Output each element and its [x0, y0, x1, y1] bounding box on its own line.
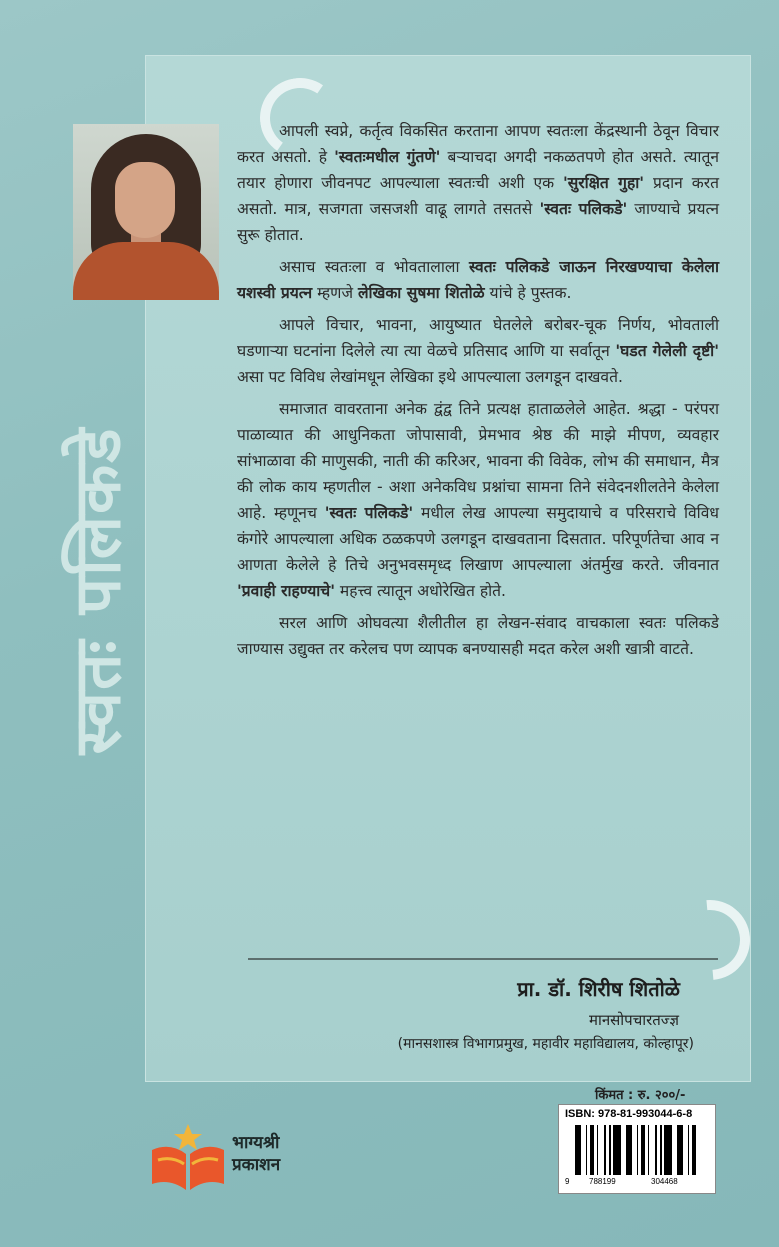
emphasis-text: 'सुरक्षित गुहा'	[562, 174, 645, 192]
emphasis-text: 'प्रवाही राहण्याचे'	[237, 582, 335, 600]
body-text: सरल आणि ओघवत्या शैलीतील हा लेखन-संवाद वाचकाला स्वतः पलिकडे जाण्यास उद्युक्त तर करेलच पण व्यापक बनण्यासही मदत करेल अशी खात्री वाटते.	[237, 614, 719, 658]
blurb-paragraph	[237, 610, 719, 662]
body-text: आपली स्वप्ने, कर्तृत्व विकसित करताना आपण स्वतःला केंद्रस्थानी ठेवून विचार करत असतो. हे	[237, 122, 719, 166]
barcode-digit-lead: 9	[565, 1177, 570, 1186]
barcode-digits-right: 304468	[651, 1177, 678, 1186]
body-text: प्रदान करत असतो. मात्र, सजगता जसजशी वाढू लागते तसतसे	[237, 174, 719, 218]
barcode-digits-left: 788199	[589, 1177, 616, 1186]
body-text: आपले विचार, भावना, आयुष्यात घेतलेले बरोबर-चूक निर्णय, भोवताली घडणाऱ्या घटनांना दिलेले त्या त्या वेळचे प्रतिसाद आणि या सर्वातून	[237, 316, 719, 360]
book-title-vertical	[40, 380, 150, 800]
price-label: किंमत : रु. २००/-	[595, 1088, 686, 1103]
author-role: मानसोपचारतज्ज्ञ	[588, 1011, 679, 1029]
author-department: (मानसशास्त्र विभागप्रमुख, महावीर महाविद्यालय, कोल्हापूर)	[397, 1036, 694, 1052]
author-name: प्रा. डॉ. शिरीष शितोळे	[517, 977, 680, 1001]
body-text: असा पट विविध लेखांमधून लेखिका इथे आपल्याला उलगडून दाखवते.	[237, 368, 623, 386]
emphasis-text: 'स्वतः पलिकडे'	[324, 504, 414, 522]
barcode	[558, 1104, 716, 1194]
body-text: यांचे हे पुस्तक.	[484, 284, 572, 302]
publisher-logo-icon	[148, 1120, 228, 1192]
author-photo	[73, 124, 219, 300]
divider	[248, 958, 718, 960]
emphasis-text: 'स्वतःमधील गुंतणे'	[334, 148, 441, 166]
blurb-text	[237, 118, 719, 668]
blurb-paragraph	[237, 254, 719, 306]
emphasis-text: 'स्वतः पलिकडे'	[539, 200, 628, 218]
barcode-bars	[575, 1125, 701, 1175]
emphasis-text: 'घडत गेलेली दृष्टी'	[615, 342, 719, 360]
publisher-name-line1: भाग्यश्री	[232, 1133, 280, 1153]
body-text: बऱ्याचदा अगदी नकळतपणे होत असते. त्यातून तयार होणारा जीवनपट आपल्याला स्वतःची अशी एक	[237, 148, 719, 192]
blurb-paragraph	[237, 396, 719, 604]
blurb-paragraph	[237, 118, 719, 248]
isbn-text: ISBN: 978-81-993044-6-8	[565, 1108, 693, 1120]
body-text: समाजात वावरताना अनेक द्वंद्व तिने प्रत्यक्ष हाताळलेले आहेत. श्रद्धा - परंपरा पाळाव्यात की आधुनिकता जोपासावी, प्रेमभाव श्रेष्ठ की माझे मीपण, व्यवहार सांभाळावा की माणुसकी, नाती की करिअर, भावना की विवेक, लोभ की समाधान, मैत्र की लोक काय म्हणतील - अशा अनेकविध प्रश्नांचा सामना तिने संवेदनशीलतेने केलेला आहे. म्हणूनच	[237, 400, 719, 522]
body-text: मधील लेख आपल्या समुदायाचे व परिसराचे विविध कंगोरे आपल्याला अधिक ठळकपणे उलगडून दाखवताना दिसतात. परिपूर्णतेचा आव न आणता केलेले हे तिचे अनुभवसमृध्द लिखाण आपल्याला अंतर्मुख करते. जीवनात	[237, 504, 719, 574]
body-text: असाच स्वतःला व भोवतालाला	[279, 258, 469, 276]
publisher-name-line2: प्रकाशन	[232, 1155, 281, 1175]
body-text: जाण्याचे प्रयत्न सुरू होतात.	[237, 200, 719, 244]
emphasis-text: स्वतः पलिकडे जाऊन निरखण्याचा केलेला यशस्वी प्रयत्न	[237, 258, 719, 302]
publisher-name	[232, 1132, 280, 1176]
blurb-paragraph	[237, 312, 719, 390]
body-text: महत्त्व त्यातून अधोरेखित होते.	[334, 582, 507, 600]
book-title-text: स्वतः पलिकडे	[61, 426, 136, 754]
emphasis-text: लेखिका सुषमा शितोळे	[357, 284, 485, 302]
body-text: म्हणजे	[312, 284, 358, 302]
